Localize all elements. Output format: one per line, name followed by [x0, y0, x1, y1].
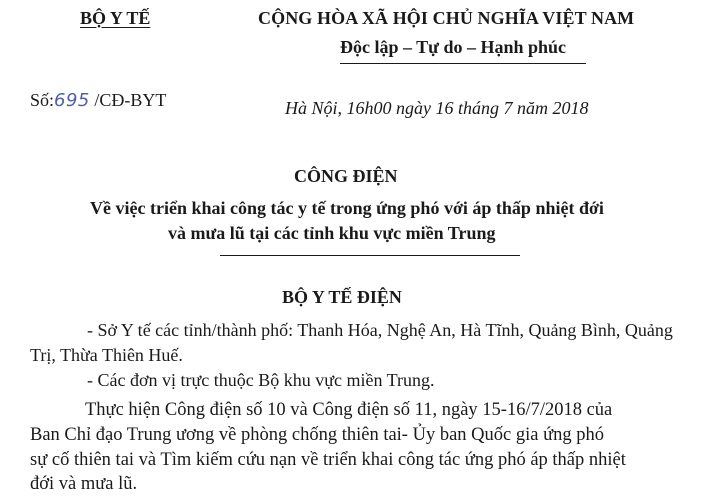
body-line-4: đới và mưa lũ. [30, 474, 138, 494]
recipient-line-1-continued: Trị, Thừa Thiên Huế. [30, 345, 183, 365]
document-number [30, 90, 166, 111]
sender-heading: BỘ Y TẾ ĐIỆN [282, 287, 402, 307]
subject-underline [220, 255, 520, 256]
ministry-name: BỘ Y TẾ [80, 8, 151, 28]
motto-underline [340, 63, 586, 64]
national-title: CỘNG HÒA XÃ HỘI CHỦ NGHĨA VIỆT NAM [258, 8, 635, 28]
body-line-2: Ban Chỉ đạo Trung ương về phòng chống thiên tai- Ủy ban Quốc gia ứng phó [30, 425, 604, 445]
body-line-1: Thực hiện Công điện số 10 và Công điện số 11, ngày 15-16/7/2018 của [85, 400, 613, 420]
document-number-suffix: /CĐ-BYT [89, 90, 167, 110]
recipient-line-2: - Các đơn vị trực thuộc Bộ khu vực miền Trung. [87, 370, 435, 390]
document-number-prefix: Số: [30, 90, 55, 110]
subject-line-1: Về việc triển khai công tác y tế trong ứng phó với áp thấp nhiệt đới [90, 198, 604, 218]
document-type-title: CÔNG ĐIỆN [294, 166, 398, 186]
document-number-handwritten: 695 [54, 90, 90, 111]
subject-line-2: và mưa lũ tại các tỉnh khu vực miền Trung [168, 223, 496, 243]
national-motto: Độc lập – Tự do – Hạnh phúc [340, 37, 567, 57]
place-and-date: Hà Nội, 16h00 ngày 16 tháng 7 năm 2018 [285, 98, 589, 118]
body-line-3: sự cố thiên tai và Tìm kiếm cứu nạn về triển khai công tác ứng phó áp thấp nhiệt [30, 450, 626, 470]
recipient-line-1: - Sở Y tế các tỉnh/thành phố: Thanh Hóa, Nghệ An, Hà Tĩnh, Quảng Bình, Quảng [87, 320, 673, 340]
